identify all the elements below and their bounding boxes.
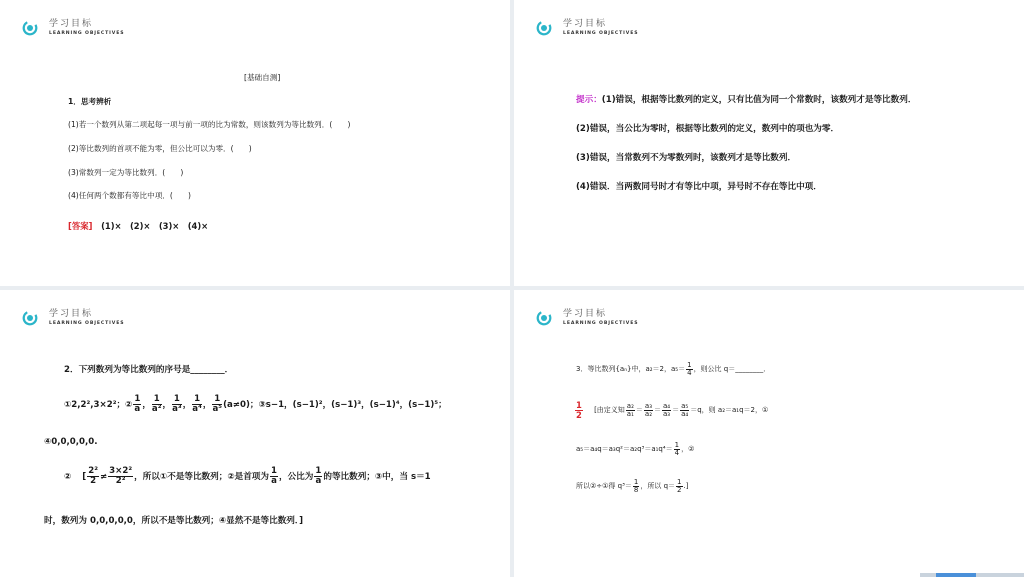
header-title-en: LEARNING OBJECTIVES [49, 321, 125, 326]
judge-item-1: (1)若一个数列从第二项起每一项与前一项的比为常数，则该数列为等比数列．( ) [68, 120, 351, 129]
horizontal-scrollbar[interactable] [920, 573, 1024, 577]
hint-line-3: (3)错误，当常数列不为零数列时，该数列才是等比数列． [576, 153, 797, 163]
solution-label: ② [64, 472, 72, 482]
solution-line-1: $\frac{1}{2}$ [由定义知 $\frac{\text{a₂}}{\text{a₁}}$ ＝ $\frac{\text{a₃}}{\text{a₂}}$ ＝ $\frac{\text{a₄}}{\text{a₃}}$ ＝ $\frac{\text{a₅}}{\text{a₄}}$ ＝q，则 a₂＝a₁q＝2，① [576, 400, 769, 420]
fraction: $\frac{1}{a}$ [270, 466, 277, 486]
hint-label: 提示： [576, 95, 602, 105]
header-title-cn: 学习目标 [49, 309, 94, 319]
fraction: $\frac{1}{\text{a⁴}}$ [192, 394, 202, 414]
fraction: $\frac{1}{4}$ [674, 440, 680, 457]
header-title-cn: 学习目标 [563, 19, 608, 29]
option-1: ①2,2²,3×2²；② [64, 400, 133, 410]
answer-line [68, 220, 208, 232]
hint-line-2: (2)错误，当公比为零时，根据等比数列的定义，数列中的项也为零． [576, 124, 840, 134]
fraction: $\frac{1}{\text{a²}}$ [151, 394, 162, 414]
answer-fraction: $\frac{1}{2}$ [576, 400, 582, 420]
fraction: $\frac{1}{2}$ [677, 477, 682, 494]
option-4: ④0,0,0,0,0. [44, 437, 98, 447]
question-3: 3．等比数列{aₙ}中，a₂＝2，a₅＝ $\frac{1}{4}$ ，则公比 q＝________． [576, 360, 771, 377]
solution-line-3: 所以②÷①得 q³＝ $\frac{1}{8}$ ，所以 q＝ $\frac{1}{2}$ .] [576, 477, 689, 494]
logo-icon [22, 20, 38, 36]
fraction: $\frac{\text{a₅}}{\text{a₄}}$ [681, 401, 689, 418]
hint-line-4: (4)错误．当两数同号时才有等比中项，异号时不存在等比中项． [576, 182, 822, 192]
options-line: ①2,2²,3×2²；② $\frac{1}{a}$ ， $\frac{1}{\text{a²}}$ ， $\frac{1}{\text{a³}}$ ， $\frac{1}{\text{a⁴}}$ ， $\frac{1}{\text{a⁵}}$ (a≠0)；③s−1，(s−1)²，(s−1)³，(s−1)⁴，(s−1)⁵； [64, 394, 447, 414]
hint-line-1 [576, 93, 916, 105]
slide-2[interactable] [514, 0, 1024, 286]
scrollbar-thumb[interactable] [936, 573, 976, 577]
header-title-cn: 学习目标 [563, 309, 608, 319]
question-2: 2．下列数列为等比数列的序号是________． [64, 365, 234, 375]
fraction: $\frac{\text{a₄}}{\text{a₃}}$ [663, 401, 671, 418]
fraction: $\frac{\text{3×2²}}{\text{2²}}$ [109, 466, 133, 486]
answer-text: (1)× (2)× (3)× (4)× [101, 221, 209, 231]
fraction: $\frac{1}{a}$ [134, 394, 141, 414]
logo-icon [536, 310, 552, 326]
solution-line-2: 时，数列为 0,0,0,0,0，所以不是等比数列；④显然不是等比数列．] [44, 516, 304, 526]
fraction: $\frac{1}{\text{a³}}$ [172, 394, 182, 414]
header-title-en: LEARNING OBJECTIVES [49, 31, 125, 36]
header-title-cn: 学习目标 [49, 19, 94, 29]
judge-item-4: (4)任何两个数都有等比中项．( ) [68, 191, 191, 200]
slide-3[interactable] [0, 290, 510, 577]
fraction: $\frac{1}{8}$ [633, 477, 639, 494]
logo-icon [536, 20, 552, 36]
option-2-tail: (a≠0)；③s−1，(s−1)²，(s−1)³，(s−1)⁴，(s−1)⁵； [223, 400, 447, 410]
fraction: $\frac{\text{a₃}}{\text{a₂}}$ [644, 401, 653, 418]
fraction: $\frac{\text{a₂}}{\text{a₁}}$ [626, 401, 634, 418]
fraction: $\frac{\text{2²}}{2}$ [88, 466, 98, 486]
slide-4[interactable] [514, 290, 1024, 577]
solution-line-2: a₅＝a₄q＝a₃q²＝a₂q³＝a₁q⁴＝ $\frac{1}{4}$ ，② [576, 440, 695, 457]
fraction: $\frac{1}{a}$ [315, 466, 322, 486]
slide-1[interactable] [0, 0, 510, 286]
section-title: [基础自测] [244, 73, 281, 82]
logo-icon [22, 310, 38, 326]
header-title-en: LEARNING OBJECTIVES [563, 321, 639, 326]
fraction: $\frac{1}{\text{a⁵}}$ [212, 394, 223, 414]
solution-line-1: ② [ $\frac{\text{2²}}{2}$ ≠ $\frac{\text{3×2²}}{\text{2²}}$ ，所以①不是等比数列；②是首项为 $\frac{1}{a}$ ，公比为 $\frac{1}{a}$ 的等比数列；③中，当 s＝1 [64, 466, 431, 486]
header-title-en: LEARNING OBJECTIVES [563, 31, 639, 36]
judge-item-3: (3)常数列一定为等比数列．( ) [68, 168, 184, 177]
hint-text-1: (1)错误，根据等比数列的定义，只有比值为同一个常数时，该数列才是等比数列． [601, 95, 917, 105]
judge-item-2: (2)等比数列的首项不能为零，但公比可以为零．( ) [68, 144, 252, 153]
fraction: $\frac{1}{4}$ [687, 360, 692, 377]
answer-label: [答案] [68, 221, 93, 231]
question-title: 1．思考辨析 [68, 97, 112, 106]
